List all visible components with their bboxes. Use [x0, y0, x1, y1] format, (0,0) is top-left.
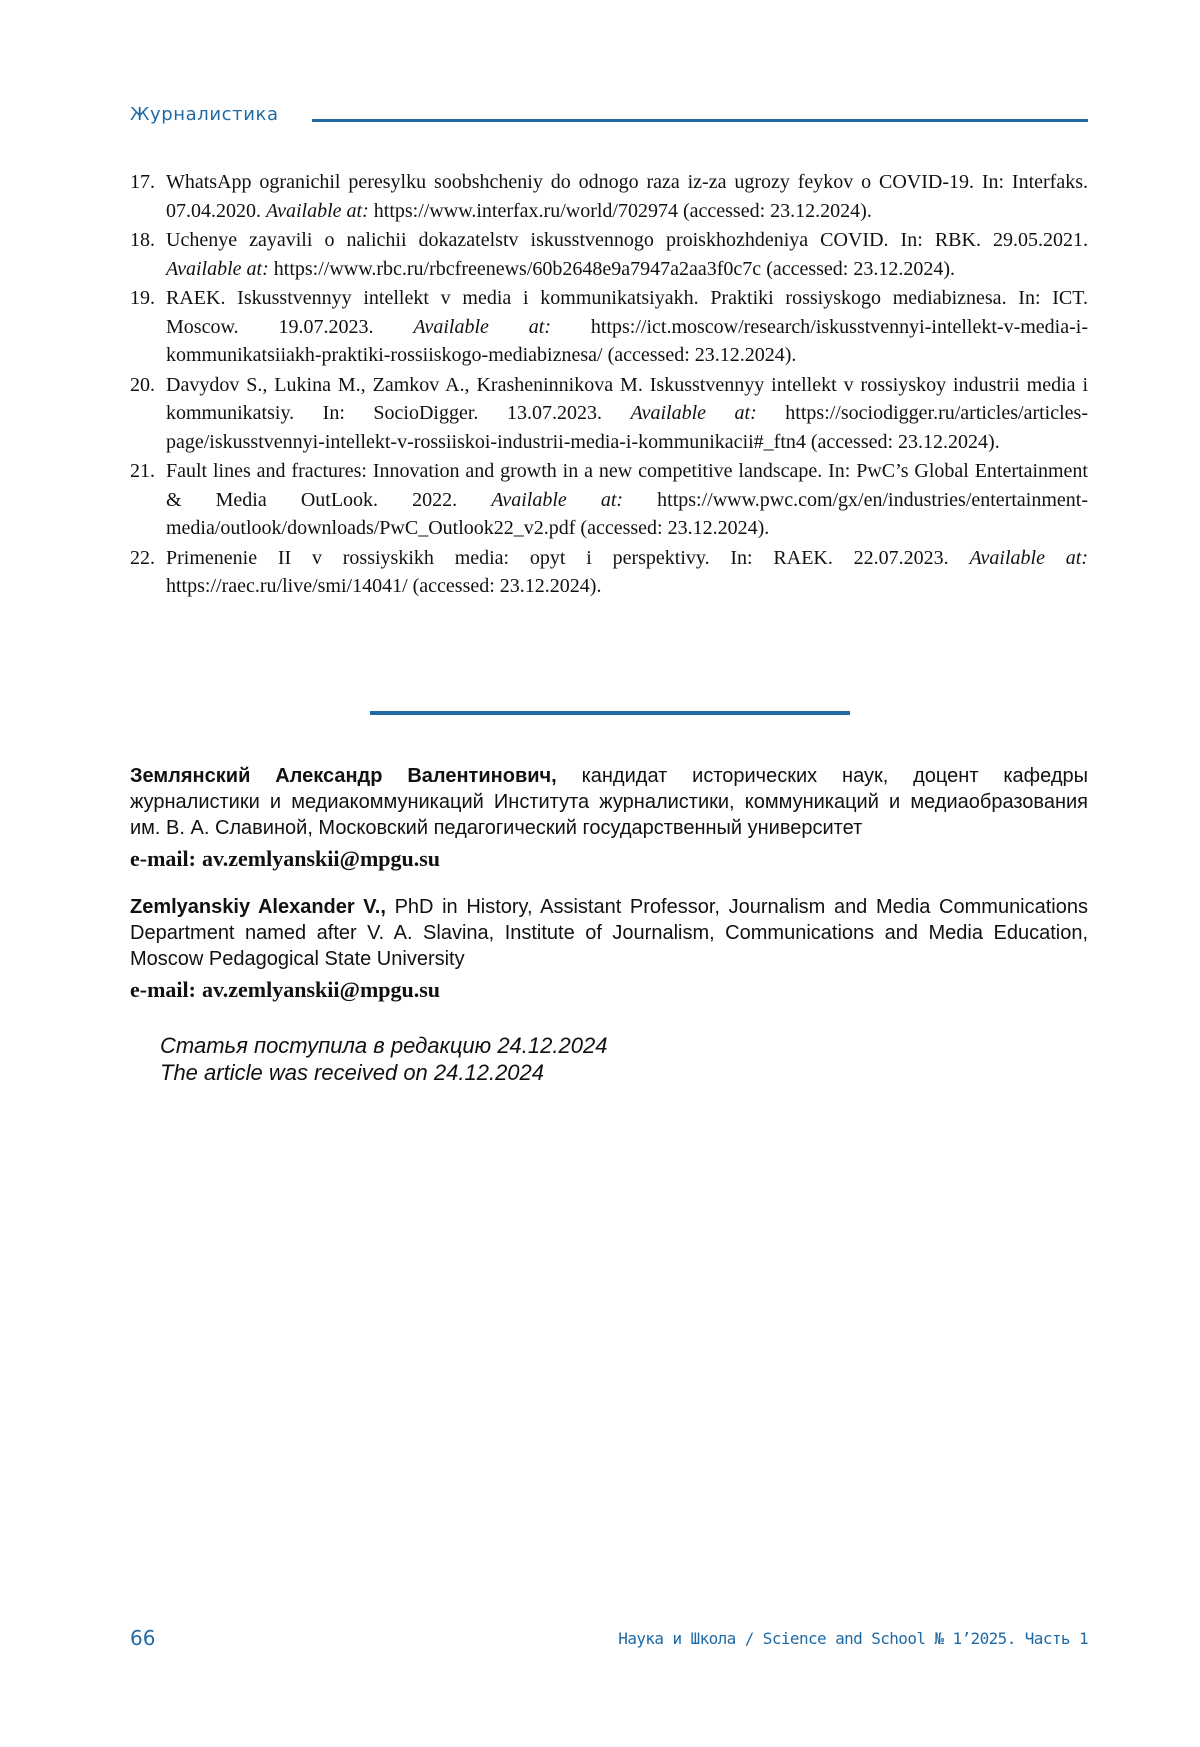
reference-number: 22.	[130, 546, 155, 569]
reference-url: https://www.rbc.ru/rbcfreenews/60b2648e9a7947a2aa3f0c7c (accessed: 23.12.2024).	[268, 257, 956, 280]
reference-item	[130, 544, 1088, 601]
running-header	[130, 104, 1088, 126]
email-label: e-mail:	[130, 846, 196, 871]
reference-item	[130, 168, 1088, 225]
author-bio-en: PhD in History, Assistant Professor, Journalism and Media Communications Department named after V. A. Slavina, Institute of Journalism, Communications and Media Education, Moscow Pedagogical State University	[130, 896, 1088, 970]
page-number: 66	[130, 1626, 156, 1650]
reference-text: RAEK. Iskusstvennyy intellekt v media i kommunikatsiyakh. Praktiki rossiyskogo mediabiznesa. In: ICT. Moscow. 19.07.2023.	[166, 287, 1088, 338]
author-email-en	[130, 976, 440, 1004]
reference-number: 21.	[130, 460, 155, 482]
available-at-label: Available at:	[166, 257, 269, 280]
reference-text: WhatsApp ogranichil peresylku soobshcheniy do odnogo raza iz-za ugrozy feykov o COVID-19. In: Interfaks. 07.04.2020.	[166, 171, 1088, 222]
author-info-ru	[130, 763, 1088, 841]
reference-text: Fault lines and fractures: Innovation and growth in a new competitive landscape. In: PwC’s Global Entertainment & Media OutLook. 2022.	[166, 460, 1088, 511]
reference-item	[130, 371, 1088, 457]
email-label: e-mail:	[130, 977, 196, 1002]
reference-url: https://www.interfax.ru/world/702974 (accessed: 23.12.2024).	[368, 199, 872, 222]
section-divider	[370, 711, 850, 715]
author-name-en: Zemlyanskiy Alexander V.,	[130, 896, 386, 918]
reference-number: 18.	[130, 229, 155, 251]
author-email-ru	[130, 845, 440, 873]
email-address: av.zemlyanskii@mpgu.su	[201, 977, 441, 1002]
available-at-label: Available at:	[969, 546, 1088, 569]
reference-url: https://sociodigger.ru/articles/articles-page/iskusstvennyi-intellekt-v-rossiiskoi-industrii-media-i-kommunikacii#_ftn4 (accessed: 23.12.2024).	[166, 402, 1088, 453]
reference-item	[130, 457, 1088, 543]
available-at-label: Available at:	[491, 488, 624, 511]
received-note	[160, 1032, 607, 1086]
reference-number: 20.	[130, 373, 155, 396]
author-name-ru: Землянский Александр Валентинович,	[130, 765, 557, 787]
available-at-label: Available at:	[630, 402, 757, 424]
reference-item	[130, 226, 1088, 283]
received-ru: Статья поступила в редакцию 24.12.2024	[160, 1033, 608, 1058]
available-at-label: Available at:	[266, 199, 369, 222]
journal-title: Наука и Школа / Science and School № 1’2025. Часть 1	[618, 1629, 1088, 1648]
reference-url: https://ict.moscow/research/iskusstvennyi-intellekt-v-media-i-kommunikatsiiakh-praktiki-rossiiskogo-mediabiznesa/ (accessed: 23.12.2024).	[166, 315, 1088, 366]
header-rule	[312, 119, 1088, 122]
reference-text: Uchenye zayavili o nalichii dokazatelstv iskusstvennogo proiskhozhdeniya COVID. In: RBK. 29.05.2021.	[166, 229, 1088, 251]
email-address: av.zemlyanskii@mpgu.su	[201, 846, 441, 871]
reference-url: https://raec.ru/live/smi/14041/ (accessed: 23.12.2024).	[166, 575, 602, 597]
reference-text: Davydov S., Lukina M., Zamkov A., Krasheninnikova M. Iskusstvennyy intellekt v rossiyskoy industrii media i kommunikatsiy. In: SocioDigger. 13.07.2023.	[166, 373, 1088, 424]
reference-url: https://www.pwc.com/gx/en/industries/entertainment-media/outlook/downloads/PwC_Outlook22_v2.pdf (accessed: 23.12.2024).	[166, 488, 1088, 539]
reference-number: 17.	[130, 171, 155, 193]
reference-list	[130, 168, 1088, 602]
received-en: The article was received on 24.12.2024	[160, 1060, 545, 1085]
reference-number: 19.	[130, 287, 155, 309]
reference-text: Primenenie II v rossiyskikh media: opyt i perspektivy. In: RAEK. 22.07.2023.	[166, 546, 970, 569]
author-info-en	[130, 894, 1088, 972]
reference-item	[130, 284, 1088, 370]
available-at-label: Available at:	[413, 315, 551, 338]
author-bio-ru: кандидат исторических наук, доцент кафедры журналистики и медиакоммуникаций Института журналистики, коммуникаций и медиаобразования им. В. А. Славиной, Московский педагогический государственный университет	[130, 765, 1088, 839]
section-title: Журналистика	[130, 104, 279, 125]
